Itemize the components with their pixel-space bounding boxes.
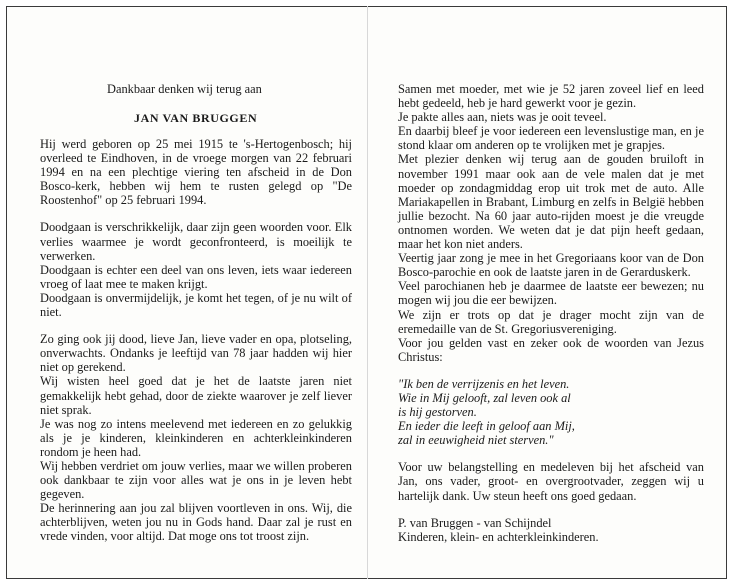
right-paragraph: Samen met moeder, met wie je 52 jaren zoveel lief en leed hebt gedeeld, heb je hard gewerkt voor je gezin. [398,82,704,111]
poem-line: "Ik ben de verrijzenis en het leven. [398,376,570,391]
left-paragraph: Doodgaan is verschrikkelijk, daar zijn geen woorden voor. Elk verlies waarmee je wordt geconfronteerd, is moeilijk te verwerken. [40,220,352,263]
fold-line [367,6,368,579]
left-paragraph: Doodgaan is echter een deel van ons leven, iets waar iedereen vroeg of laat mee te maken krijgt. [40,262,352,291]
right-paragraph: Veertig jaar zong je mee in het Gregoriaans koor van de Don Bosco-parochie en ook de laatste jaren in de Gerarduskerk. [398,251,704,280]
poem-line: is hij gestorven. [398,405,477,420]
signature-line: Kinderen, klein- en achterkleinkinderen. [398,529,599,544]
right-paragraph: Met plezier denken wij terug aan de gouden bruiloft in november 1991 maar ook aan de vele malen dat je met moeder op zondagmiddag erop uit trok met de auto. Alle Mariakapellen in Brabant, Limburg en zelfs in België hebben jullie bezocht. Na 60 jaar auto-rijden moest je die vreugde ontnomen worden. We weten dat je dat pijn heeft gedaan, maar het kon niet anders. [398,152,704,252]
poem-line: Wie in Mij gelooft, zal leven ook al [398,390,571,405]
poem-line: zal in eeuwigheid niet sterven." [398,433,554,448]
intro-line: Dankbaar denken wij terug aan [107,82,262,96]
right-paragraph: En daarbij bleef je voor iedereen een levenslustige man, en je stond klaar om anderen op te vrolijken met je grapjes. [398,124,704,153]
closing-text: Voor uw belangstelling en medeleven bij het afscheid van Jan, ons vader, groot- en overgrootvader, zeggen wij u hartelijk dank. Uw steun heeft ons goed gedaan. [398,460,704,503]
right-paragraph: We zijn er trots op dat je drager mocht zijn van de eremedaille van de St. Gregoriusvereniging. [398,307,704,336]
left-column [40,137,352,544]
left-paragraph: Doodgaan is onvermijdelijk, je komt het tegen, of je nu wilt of niet. [40,290,352,320]
deceased-name: JAN VAN BRUGGEN [134,111,258,125]
right-column [398,82,704,544]
left-paragraph: Wij hebben verdriet om jouw verlies, maar we willen proberen ook dankbaar te zijn voor alles wat je ons in je leven hebt gegeven. [40,458,352,502]
poem-line: En ieder die leeft in geloof aan Mij, [398,419,575,434]
signature-line: P. van Bruggen - van Schijndel [398,515,552,530]
left-paragraph: Wij wisten heel goed dat je het de laatste jaren niet gemakkelijk hebt gehad, door de ziekte waarover je zelf liever niet sprak. [40,374,352,417]
right-paragraph: Voor jou gelden vast en zeker ook de woorden van Jezus Christus: [398,335,704,364]
left-paragraph: Je was nog zo intens meelevend met iedereen en zo gelukkig als je je kinderen, kleinkinderen en achterkleinkinderen rondom je heen had. [40,416,352,459]
left-paragraph: Zo ging ook jij dood, lieve Jan, lieve vader en opa, plotseling, onverwachts. Ondanks je leeftijd van 78 jaar hadden wij hier niet op gerekend. [40,332,352,375]
right-paragraph: Je pakte alles aan, niets was je ooit teveel. [398,110,607,125]
left-paragraph: Hij werd geboren op 25 mei 1915 te 's-Hertogenbosch; hij overleed te Eindhoven, in de vroege morgen van 22 februari 1994 en na een plechtige viering ten afscheid in de Don Bosco-kerk, hebben wij hem te rusten gelegd op "De Roostenhof" op 25 februari 1994. [40,137,352,208]
right-paragraph: Veel parochianen heb je daarmee de laatste eer bewezen; nu mogen wij jou die eer bewijzen. [398,279,704,308]
left-paragraph: De herinnering aan jou zal blijven voortleven in ons. Wij, die achterblijven, weten jou nu in Gods hand. Daar zal je rust en vrede vinden, voor altijd. Dat moge ons tot troost zijn. [40,501,352,544]
